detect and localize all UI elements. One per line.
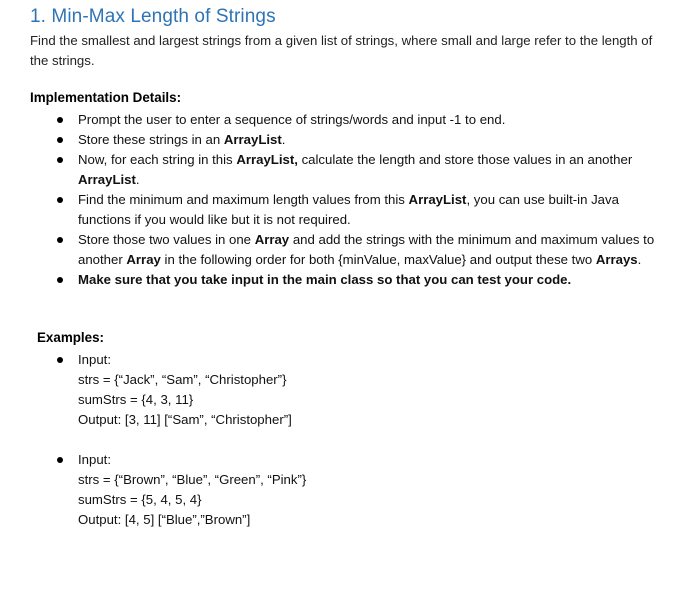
example-input-label: Input: (78, 352, 111, 367)
example-sumstrs: sumStrs = {4, 3, 11} (78, 392, 194, 407)
list-item (56, 110, 666, 130)
bullet-icon (57, 457, 63, 463)
item-text: calculate the length and store those values in an another (297, 152, 633, 167)
bullet-icon (57, 277, 63, 283)
item-text: Find the minimum and maximum length values from this (78, 192, 409, 207)
example-strs: strs = {“Jack”, “Sam”, “Christopher”} (78, 372, 287, 387)
examples-list (56, 350, 556, 530)
bullet-icon (57, 197, 63, 203)
item-text: Prompt the user to enter a sequence of strings/words and input -1 to end. (78, 112, 506, 127)
list-item (56, 130, 666, 150)
implementation-list (56, 110, 666, 290)
item-text: Store these strings in an (78, 132, 224, 147)
item-text-bold: ArrayList (78, 172, 136, 187)
example-strs: strs = {“Brown”, “Blue”, “Green”, “Pink”} (78, 472, 307, 487)
bullet-icon (57, 117, 63, 123)
item-text-bold: ArrayList (223, 132, 282, 147)
item-text: Now, for each string in this (78, 152, 237, 167)
bullet-icon (57, 237, 63, 243)
implementation-heading: Implementation Details: (30, 90, 182, 105)
example-sumstrs: sumStrs = {5, 4, 5, 4} (78, 492, 202, 507)
item-text: . (281, 132, 286, 147)
intro-paragraph: Find the smallest and largest strings from a given list of strings, where small and large refer to the length of the strings. (30, 33, 653, 68)
item-text: Store those two values in one (78, 232, 255, 247)
list-item (56, 190, 666, 230)
item-text: in the following order for both {minValue, maxValue} and output these two (160, 252, 596, 267)
item-text-bold: Arrays (595, 252, 638, 267)
example-item (56, 450, 556, 530)
item-text: . (135, 172, 140, 187)
item-text: and add the strings with the minimum and maximum values to another (78, 232, 655, 267)
example-output: Output: [3, 11] [“Sam”, “Christopher”] (78, 412, 292, 427)
list-item (56, 230, 666, 270)
item-text-bold: Make sure that you take input in the main class so that you can test your code. (78, 272, 572, 287)
item-text-bold: ArrayList, (236, 152, 298, 167)
examples-heading: Examples: (37, 330, 104, 345)
example-output: Output: [4, 5] [“Blue”,”Brown”] (78, 512, 251, 527)
item-text: , you can use built-in Java functions if you would like but it is not required. (78, 192, 619, 227)
page-title: 1. Min-Max Length of Strings (30, 6, 276, 27)
bullet-icon (57, 157, 63, 163)
example-item (56, 350, 556, 450)
example-input-label: Input: (78, 452, 111, 467)
item-text-bold: Array (126, 252, 161, 267)
item-text-bold: Array (254, 232, 290, 247)
list-item (56, 150, 666, 190)
item-text: . (637, 252, 642, 267)
bullet-icon (57, 137, 63, 143)
list-item (56, 270, 666, 290)
bullet-icon (57, 357, 63, 363)
item-text-bold: ArrayList (408, 192, 467, 207)
